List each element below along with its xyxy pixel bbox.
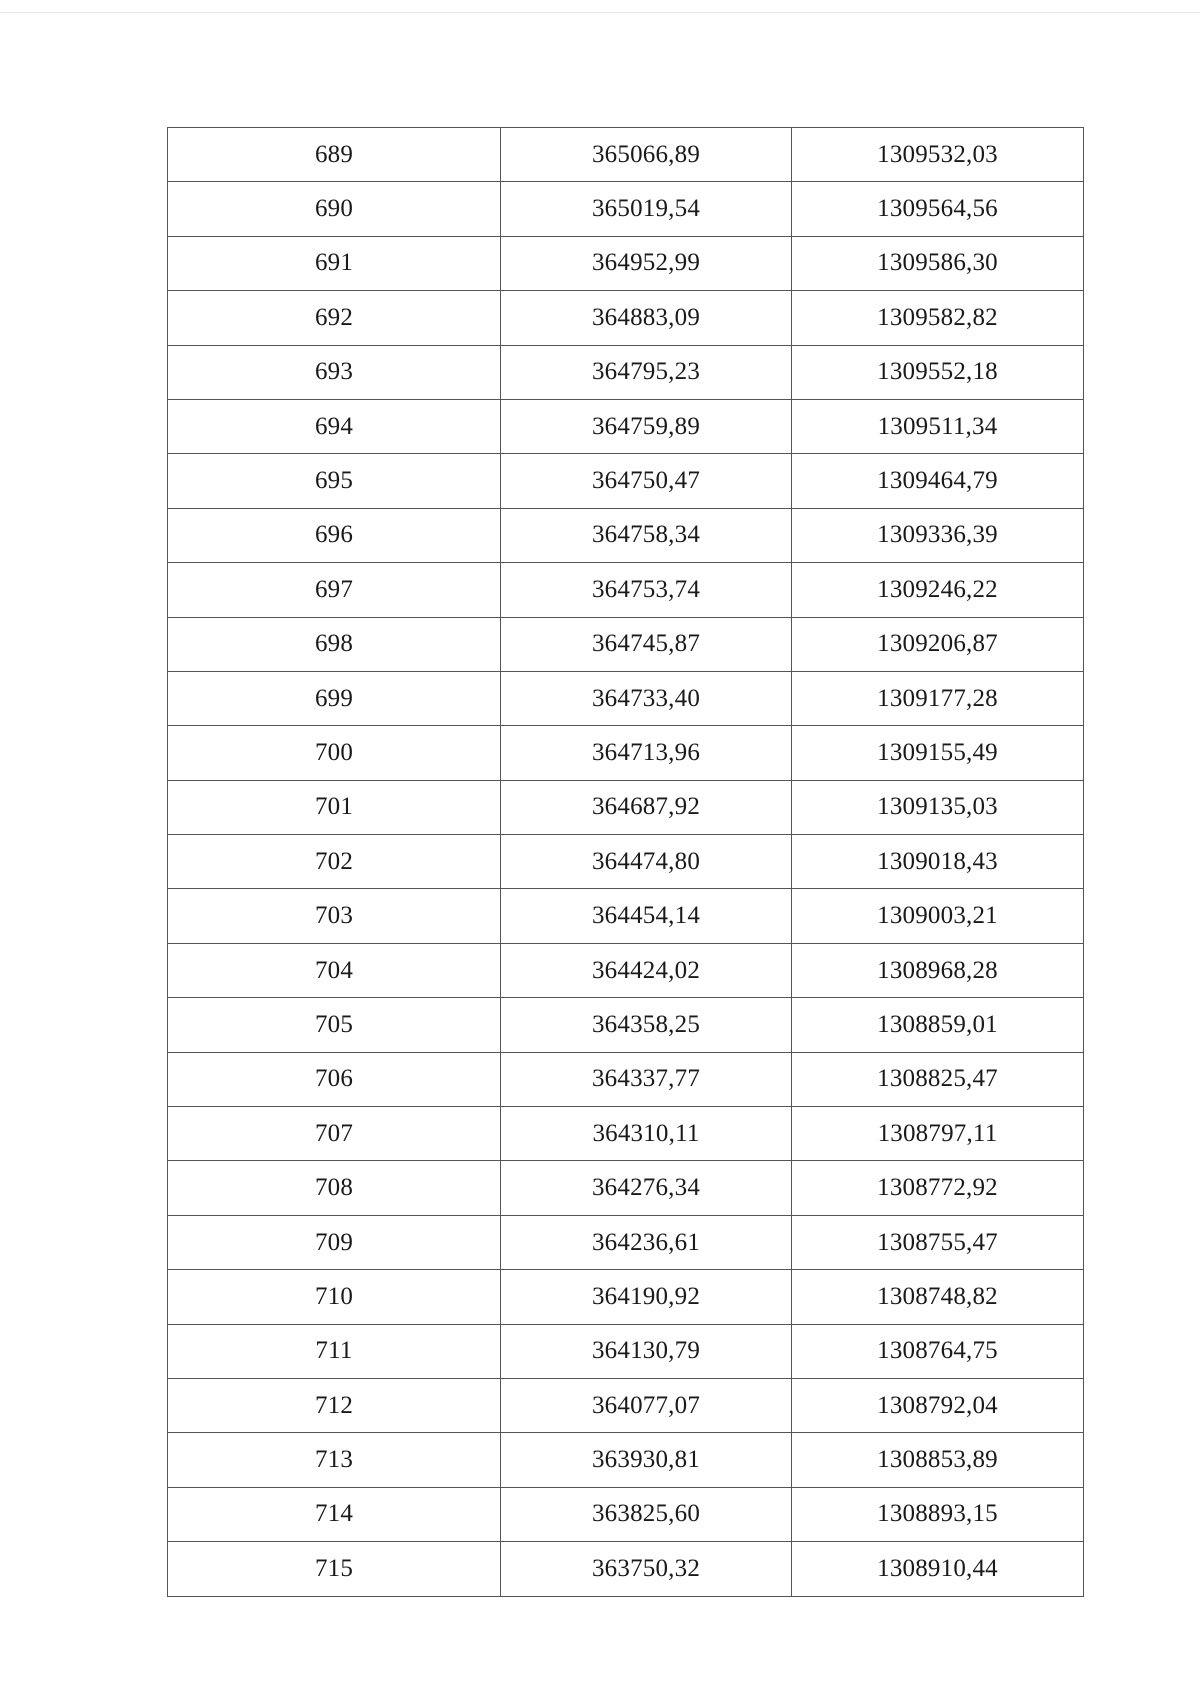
table-row: [168, 671, 1084, 725]
y-coordinate-cell: 1309582,82: [792, 291, 1084, 345]
point-number-cell: 699: [168, 671, 501, 725]
table-row: [168, 1161, 1084, 1215]
y-coordinate-cell: 1309552,18: [792, 345, 1084, 399]
y-coordinate-cell: 1309206,87: [792, 617, 1084, 671]
x-coordinate-cell: 364454,14: [501, 889, 792, 943]
y-coordinate-cell: 1309532,03: [792, 128, 1084, 182]
y-coordinate-cell: 1308792,04: [792, 1378, 1084, 1432]
x-coordinate-cell: 364795,23: [501, 345, 792, 399]
x-coordinate-cell: 364883,09: [501, 291, 792, 345]
coordinates-table-body: [168, 128, 1084, 1597]
table-row: [168, 1487, 1084, 1541]
table-row: [168, 563, 1084, 617]
table-row: [168, 1542, 1084, 1596]
x-coordinate-cell: 364713,96: [501, 726, 792, 780]
table-row: [168, 835, 1084, 889]
point-number-cell: 691: [168, 236, 501, 290]
y-coordinate-cell: 1308968,28: [792, 943, 1084, 997]
point-number-cell: 707: [168, 1107, 501, 1161]
x-coordinate-cell: 364952,99: [501, 236, 792, 290]
y-coordinate-cell: 1308797,11: [792, 1107, 1084, 1161]
x-coordinate-cell: 364236,61: [501, 1215, 792, 1269]
point-number-cell: 701: [168, 780, 501, 834]
point-number-cell: 711: [168, 1324, 501, 1378]
point-number-cell: 694: [168, 399, 501, 453]
table-row: [168, 1433, 1084, 1487]
point-number-cell: 703: [168, 889, 501, 943]
y-coordinate-cell: 1308764,75: [792, 1324, 1084, 1378]
table-row: [168, 182, 1084, 236]
x-coordinate-cell: 364745,87: [501, 617, 792, 671]
point-number-cell: 700: [168, 726, 501, 780]
x-coordinate-cell: 363930,81: [501, 1433, 792, 1487]
table-row: [168, 726, 1084, 780]
table-row: [168, 617, 1084, 671]
point-number-cell: 715: [168, 1542, 501, 1596]
table-row: [168, 1324, 1084, 1378]
y-coordinate-cell: 1309511,34: [792, 399, 1084, 453]
x-coordinate-cell: 364474,80: [501, 835, 792, 889]
table-row: [168, 128, 1084, 182]
point-number-cell: 689: [168, 128, 501, 182]
point-number-cell: 698: [168, 617, 501, 671]
point-number-cell: 690: [168, 182, 501, 236]
point-number-cell: 697: [168, 563, 501, 617]
table-row: [168, 1215, 1084, 1269]
table-row: [168, 1052, 1084, 1106]
point-number-cell: 706: [168, 1052, 501, 1106]
x-coordinate-cell: 365019,54: [501, 182, 792, 236]
table-row: [168, 236, 1084, 290]
table-row: [168, 943, 1084, 997]
y-coordinate-cell: 1309246,22: [792, 563, 1084, 617]
x-coordinate-cell: 364310,11: [501, 1107, 792, 1161]
y-coordinate-cell: 1308853,89: [792, 1433, 1084, 1487]
x-coordinate-cell: 364337,77: [501, 1052, 792, 1106]
point-number-cell: 702: [168, 835, 501, 889]
y-coordinate-cell: 1308755,47: [792, 1215, 1084, 1269]
y-coordinate-cell: 1309155,49: [792, 726, 1084, 780]
table-row: [168, 1270, 1084, 1324]
point-number-cell: 704: [168, 943, 501, 997]
x-coordinate-cell: 365066,89: [501, 128, 792, 182]
y-coordinate-cell: 1308772,92: [792, 1161, 1084, 1215]
table-row: [168, 454, 1084, 508]
y-coordinate-cell: 1308748,82: [792, 1270, 1084, 1324]
point-number-cell: 693: [168, 345, 501, 399]
point-number-cell: 696: [168, 508, 501, 562]
y-coordinate-cell: 1308910,44: [792, 1542, 1084, 1596]
x-coordinate-cell: 364358,25: [501, 998, 792, 1052]
x-coordinate-cell: 364424,02: [501, 943, 792, 997]
x-coordinate-cell: 364753,74: [501, 563, 792, 617]
point-number-cell: 710: [168, 1270, 501, 1324]
x-coordinate-cell: 364130,79: [501, 1324, 792, 1378]
point-number-cell: 705: [168, 998, 501, 1052]
table-row: [168, 780, 1084, 834]
x-coordinate-cell: 363825,60: [501, 1487, 792, 1541]
table-row: [168, 508, 1084, 562]
y-coordinate-cell: 1309564,56: [792, 182, 1084, 236]
coordinates-table: [167, 127, 1084, 1597]
x-coordinate-cell: 364190,92: [501, 1270, 792, 1324]
point-number-cell: 714: [168, 1487, 501, 1541]
table-row: [168, 1107, 1084, 1161]
x-coordinate-cell: 364077,07: [501, 1378, 792, 1432]
x-coordinate-cell: 364758,34: [501, 508, 792, 562]
x-coordinate-cell: 364276,34: [501, 1161, 792, 1215]
y-coordinate-cell: 1308825,47: [792, 1052, 1084, 1106]
table-row: [168, 1378, 1084, 1432]
x-coordinate-cell: 363750,32: [501, 1542, 792, 1596]
x-coordinate-cell: 364759,89: [501, 399, 792, 453]
y-coordinate-cell: 1309336,39: [792, 508, 1084, 562]
y-coordinate-cell: 1309135,03: [792, 780, 1084, 834]
y-coordinate-cell: 1309586,30: [792, 236, 1084, 290]
scan-edge-line: [0, 12, 1200, 13]
y-coordinate-cell: 1308859,01: [792, 998, 1084, 1052]
y-coordinate-cell: 1309018,43: [792, 835, 1084, 889]
table-row: [168, 399, 1084, 453]
x-coordinate-cell: 364687,92: [501, 780, 792, 834]
x-coordinate-cell: 364733,40: [501, 671, 792, 725]
point-number-cell: 712: [168, 1378, 501, 1432]
point-number-cell: 695: [168, 454, 501, 508]
table-row: [168, 998, 1084, 1052]
point-number-cell: 709: [168, 1215, 501, 1269]
table-row: [168, 889, 1084, 943]
y-coordinate-cell: 1308893,15: [792, 1487, 1084, 1541]
point-number-cell: 692: [168, 291, 501, 345]
y-coordinate-cell: 1309003,21: [792, 889, 1084, 943]
point-number-cell: 713: [168, 1433, 501, 1487]
table-row: [168, 345, 1084, 399]
point-number-cell: 708: [168, 1161, 501, 1215]
table-row: [168, 291, 1084, 345]
x-coordinate-cell: 364750,47: [501, 454, 792, 508]
y-coordinate-cell: 1309177,28: [792, 671, 1084, 725]
y-coordinate-cell: 1309464,79: [792, 454, 1084, 508]
